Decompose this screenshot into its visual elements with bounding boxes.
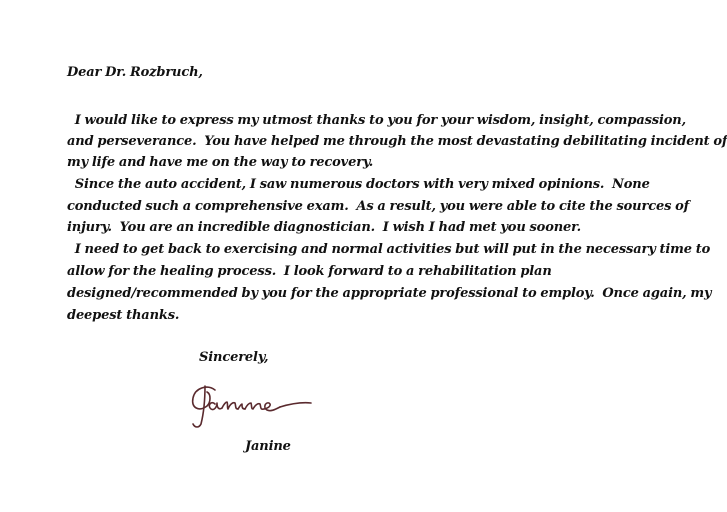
body-line-3: my life and have me on the way to recovery. [67, 155, 374, 170]
body-line-7: I need to get back to exercising and normal activities but will put in the necessary time to [67, 242, 711, 257]
signer-name: Janine [245, 439, 291, 454]
handwritten-signature [185, 378, 325, 430]
body-line-10: deepest thanks. [67, 308, 180, 323]
body-line-1: I would like to express my utmost thanks to you for your wisdom, insight, compassion, [67, 113, 686, 128]
body-line-9: designed/recommended by you for the appropriate professional to employ. Once again, my [67, 286, 712, 301]
salutation: Dear Dr. Rozbruch, [67, 65, 203, 80]
body-line-6: injury. You are an incredible diagnostician. I wish I had met you sooner. [67, 220, 582, 235]
closing: Sincerely, [199, 350, 269, 365]
body-line-4: Since the auto accident, I saw numerous doctors with very mixed opinions. None [67, 177, 650, 192]
body-line-2: and perseverance. You have helped me through the most devastating debilitating incident of [67, 134, 727, 149]
body-line-8: allow for the healing process. I look forward to a rehabilitation plan [67, 264, 552, 279]
body-line-5: conducted such a comprehensive exam. As a result, you were able to cite the sources of [67, 199, 690, 214]
